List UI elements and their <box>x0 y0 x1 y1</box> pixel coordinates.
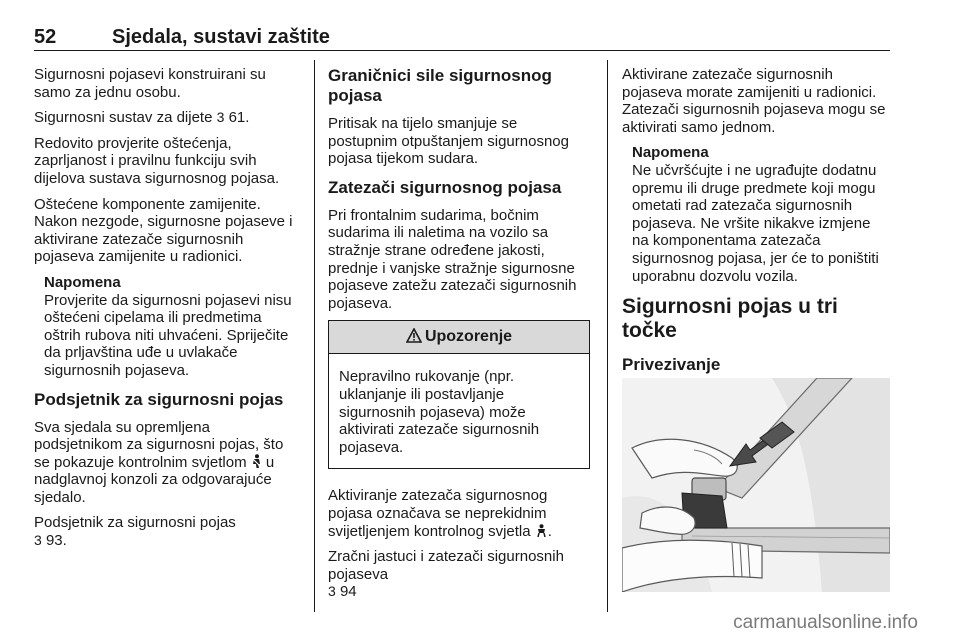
seatbelt-reminder-icon <box>251 454 262 471</box>
warning-triangle-icon <box>406 323 422 355</box>
warning-box <box>328 320 590 469</box>
page-ref-link[interactable]: 94 <box>339 583 357 601</box>
paragraph: Sigurnosni pojasevi konstruirani su samo za jednu osobu. <box>34 66 266 101</box>
note-text: Provjerite da sigurnosni pojasevi nisu oštećeni cipelama ili predmetima oštrih rubova niti uhvaćeni. Spriječite da prljavština uđe u uvlakače sigurnosnih pojaseva. <box>44 291 292 379</box>
seatbelt-warning-icon <box>535 523 548 540</box>
column-divider <box>314 60 315 612</box>
page-ref-icon: 3 <box>328 583 336 600</box>
seatbelt-fastening-illustration <box>622 378 890 592</box>
column-2 <box>328 66 590 609</box>
note-text: Ne učvršćujte i ne ugrađujte dodatnu opremu ili druge predmete koji mogu ometati rad zatezača sigurnosnih pojaseva. Ne vršite nikakve izmjene na komponentama zatezača sigurnosnog pojasa, jer će to poništiti uporabnu dozvolu vozila. <box>632 161 879 285</box>
paragraph: Pritisak na tijelo smanjuje se postupnim otpuštanjem sigurnosnog pojasa tijekom sudara. <box>328 115 569 168</box>
column-1 <box>34 66 302 558</box>
note <box>44 274 302 380</box>
warning-title: Upozorenje <box>424 328 513 346</box>
paragraph: Pri frontalnim sudarima, bočnim sudarima ili naletima na vozilo sa stražnje strane određene jakosti, prednje i vanjske stražnje sigurnosne pojaseve zatežu zatezači sigurnosnih pojaseva. <box>328 206 577 312</box>
section-heading: Zatezači sigurnosnog pojasa <box>328 177 562 197</box>
section-heading: Privezivanje <box>622 355 721 375</box>
note <box>632 144 890 285</box>
warning-text: Nepravilno rukovanje (npr. uklanjanje ili postavljanje sigurnosnih pojaseva) može aktivirati zatezače sigurnosnih pojaseva. <box>339 368 540 456</box>
page-ref-link[interactable]: 93. <box>45 532 67 550</box>
page-ref-link[interactable]: 61. <box>228 109 250 127</box>
page-header <box>34 24 890 51</box>
paragraph: Zračni jastuci i zatezači sigurnosnih pojaseva 3 94 <box>328 548 564 601</box>
page-number: 52 <box>34 26 57 48</box>
warning-header <box>329 321 589 354</box>
chapter-heading: Sigurnosni pojas u tri točke <box>622 295 838 343</box>
watermark: carmanualsonline.info <box>733 612 918 633</box>
section-heading: Podsjetnik za sigurnosni pojas <box>34 389 284 409</box>
column-3 <box>622 66 890 384</box>
paragraph: Podsjetnik za sigurnosni pojas 3 93. <box>34 514 236 550</box>
section-heading: Graničnici sile sigurnosnog pojasa <box>328 66 552 105</box>
paragraph: Redovito provjerite oštećenja, zaprljanost i pravilnu funkciju svih dijelova sustava sigurnosnog pojasa. <box>34 134 280 187</box>
paragraph: Sva sjedala su opremljena podsjetnikom za sigurnosni pojas, što se pokazuje kontrolnim svjetlom u nadglavnoj konzoli za odgovarajuće sjedalo. <box>34 418 284 506</box>
page-title: Sjedala, sustavi zaštite <box>112 26 330 48</box>
note-title: Napomena <box>632 144 709 162</box>
note-title: Napomena <box>44 273 121 291</box>
paragraph: Oštećene komponente zamijenite. Nakon nezgode, sigurnosne pojaseve i aktivirane zatezače sigurnosnih pojaseva zamijenite u radionici. <box>34 195 293 266</box>
paragraph: Aktiviranje zatezača sigurnosnog pojasa označava se neprekidnim svijetljenjem kontrolnog svjetla . <box>328 487 552 540</box>
page-ref-icon: 3 <box>216 109 225 126</box>
paragraph: Sigurnosni sustav za dijete 3 61. <box>34 109 250 127</box>
paragraph: Aktivirane zatezače sigurnosnih pojaseva morate zamijeniti u radionici. Zatezači sigurnosnih pojaseva mogu se aktivirati samo jednom. <box>622 66 886 136</box>
page-ref-icon: 3 <box>34 532 42 549</box>
column-divider <box>607 60 608 612</box>
